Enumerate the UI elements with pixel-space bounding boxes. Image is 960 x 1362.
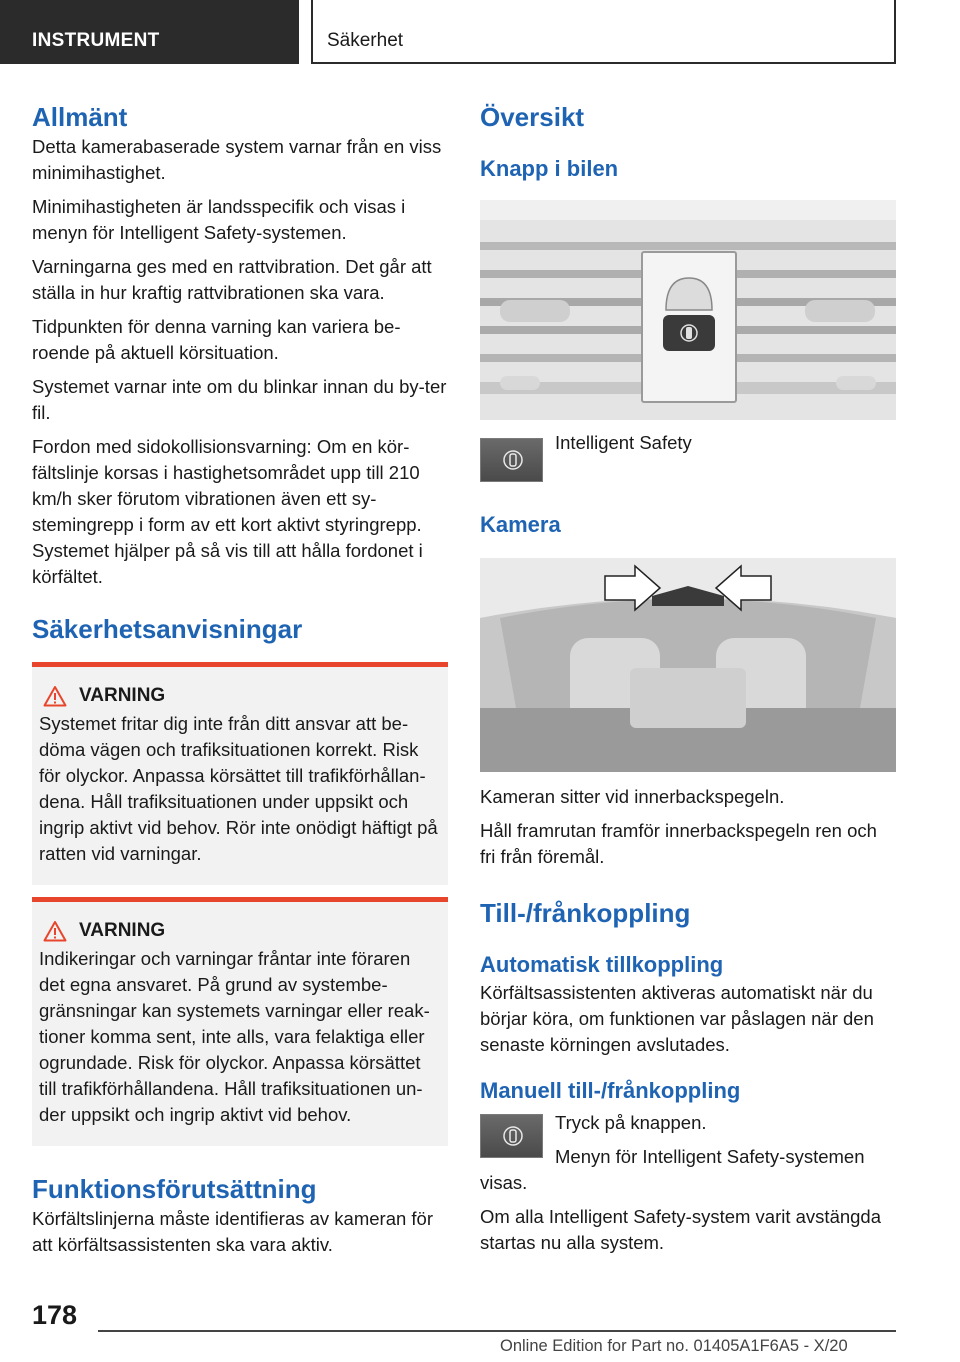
warning-triangle-icon bbox=[43, 920, 67, 942]
left-column bbox=[32, 100, 448, 1266]
kamera-para-2: Håll framrutan framför innerbackspegeln ren och fri från föremål. bbox=[480, 820, 877, 867]
kamera-para-1: Kameran sitter vid innerbackspegeln. bbox=[480, 786, 785, 807]
auto-text: Körfältsassistenten aktiveras automatiskt när du börjar köra, om funktionen var påslagen när den senaste körningen avslutades. bbox=[480, 982, 874, 1055]
right-column bbox=[480, 100, 896, 1264]
header-section-label: INSTRUMENT bbox=[32, 30, 160, 51]
warning-box-1 bbox=[32, 662, 448, 885]
dashboard-button-photo bbox=[480, 200, 896, 420]
manual-step-2: Menyn för Intelligent Safety-systemen visas. bbox=[480, 1146, 865, 1193]
allmant-para-2: Minimihastigheten är landsspecifik och visas i menyn för Intelligent Safety-systemen. bbox=[32, 196, 406, 243]
camera-location-photo bbox=[480, 558, 896, 772]
header-section-tab bbox=[0, 0, 299, 64]
allmant-para-1: Detta kamerabaserade system varnar från en viss minimihastighet. bbox=[32, 136, 442, 183]
oversikt-heading: Översikt bbox=[480, 102, 585, 132]
warning-box-2 bbox=[32, 897, 448, 1146]
warning-text-1: Systemet fritar dig inte från ditt ansvar att be-döma vägen och trafiksituationen korrekt. Risk för olyckor. Anpassa körsättet till trafikförhållan-dena. Håll trafiksituationen under uppsikt och ingrip aktivt vid behov. Rör inte onödigt häftigt på ratten vid varningar. bbox=[39, 713, 438, 864]
header-chapter-box bbox=[311, 0, 896, 64]
allmant-para-3: Varningarna ges med en rattvibration. Det går att ställa in hur kraftig rattvibrationen ska vara. bbox=[32, 256, 432, 303]
footer-divider bbox=[98, 1330, 896, 1332]
warning-title-1: VARNING bbox=[79, 685, 166, 706]
page-number: 178 bbox=[32, 1300, 78, 1330]
manual-note: Om alla Intelligent Safety-system varit avstängda startas nu alla system. bbox=[480, 1206, 882, 1253]
footer-edition: Online Edition for Part no. 01405A1F6A5 - X/20 bbox=[500, 1337, 848, 1355]
safety-heading: Säkerhetsanvisningar bbox=[32, 614, 303, 644]
allmant-heading: Allmänt bbox=[32, 102, 128, 132]
warning-text-2: Indikeringar och varningar fråntar inte föraren det egna ansvaret. På grund av systembe-gränsningar kan systemets varningar eller reak-tioner komma sent, inte alls, vara felaktiga eller ogrundade. Risk för olyckor. Anpassa körsättet till trafikförhållandena. Håll trafiksituationen un-der uppsikt och ingrip aktivt vid behov. bbox=[39, 948, 430, 1125]
manual-step-1: Tryck på knappen. bbox=[555, 1112, 707, 1133]
auto-heading: Automatisk tillkoppling bbox=[480, 952, 724, 977]
func-text: Körfältslinjerna måste identifieras av kameran för att körfältsassistenten ska vara aktiv. bbox=[32, 1208, 434, 1255]
allmant-para-4: Tidpunkten för denna varning kan variera be-roende på aktuell körsituation. bbox=[32, 316, 401, 363]
warning-triangle-icon bbox=[43, 685, 67, 707]
intelligent-safety-label: Intelligent Safety bbox=[555, 432, 692, 453]
intelligent-safety-button-icon bbox=[480, 1114, 543, 1158]
header-chapter-label: Säkerhet bbox=[327, 30, 404, 51]
till-heading: Till-/frånkoppling bbox=[480, 898, 691, 928]
warning-title-2: VARNING bbox=[79, 920, 166, 941]
intelligent-safety-button-icon bbox=[480, 438, 543, 482]
kamera-heading: Kamera bbox=[480, 512, 561, 537]
allmant-para-6: Fordon med sidokollisionsvarning: Om en kör-fältslinje korsas i hastighetsområdet upp till 210 km/h sker förutom vibrationen även ett sy-stemingrepp i form av ett kort aktivt styringrepp. Systemet hjälper på så vis till att hålla fordonet i körfältet. bbox=[32, 436, 423, 587]
manual-heading: Manuell till-/frånkoppling bbox=[480, 1078, 741, 1103]
knapp-heading: Knapp i bilen bbox=[480, 156, 619, 181]
allmant-para-5: Systemet varnar inte om du blinkar innan du by-ter fil. bbox=[32, 376, 447, 423]
func-heading: Funktionsförutsättning bbox=[32, 1174, 317, 1204]
